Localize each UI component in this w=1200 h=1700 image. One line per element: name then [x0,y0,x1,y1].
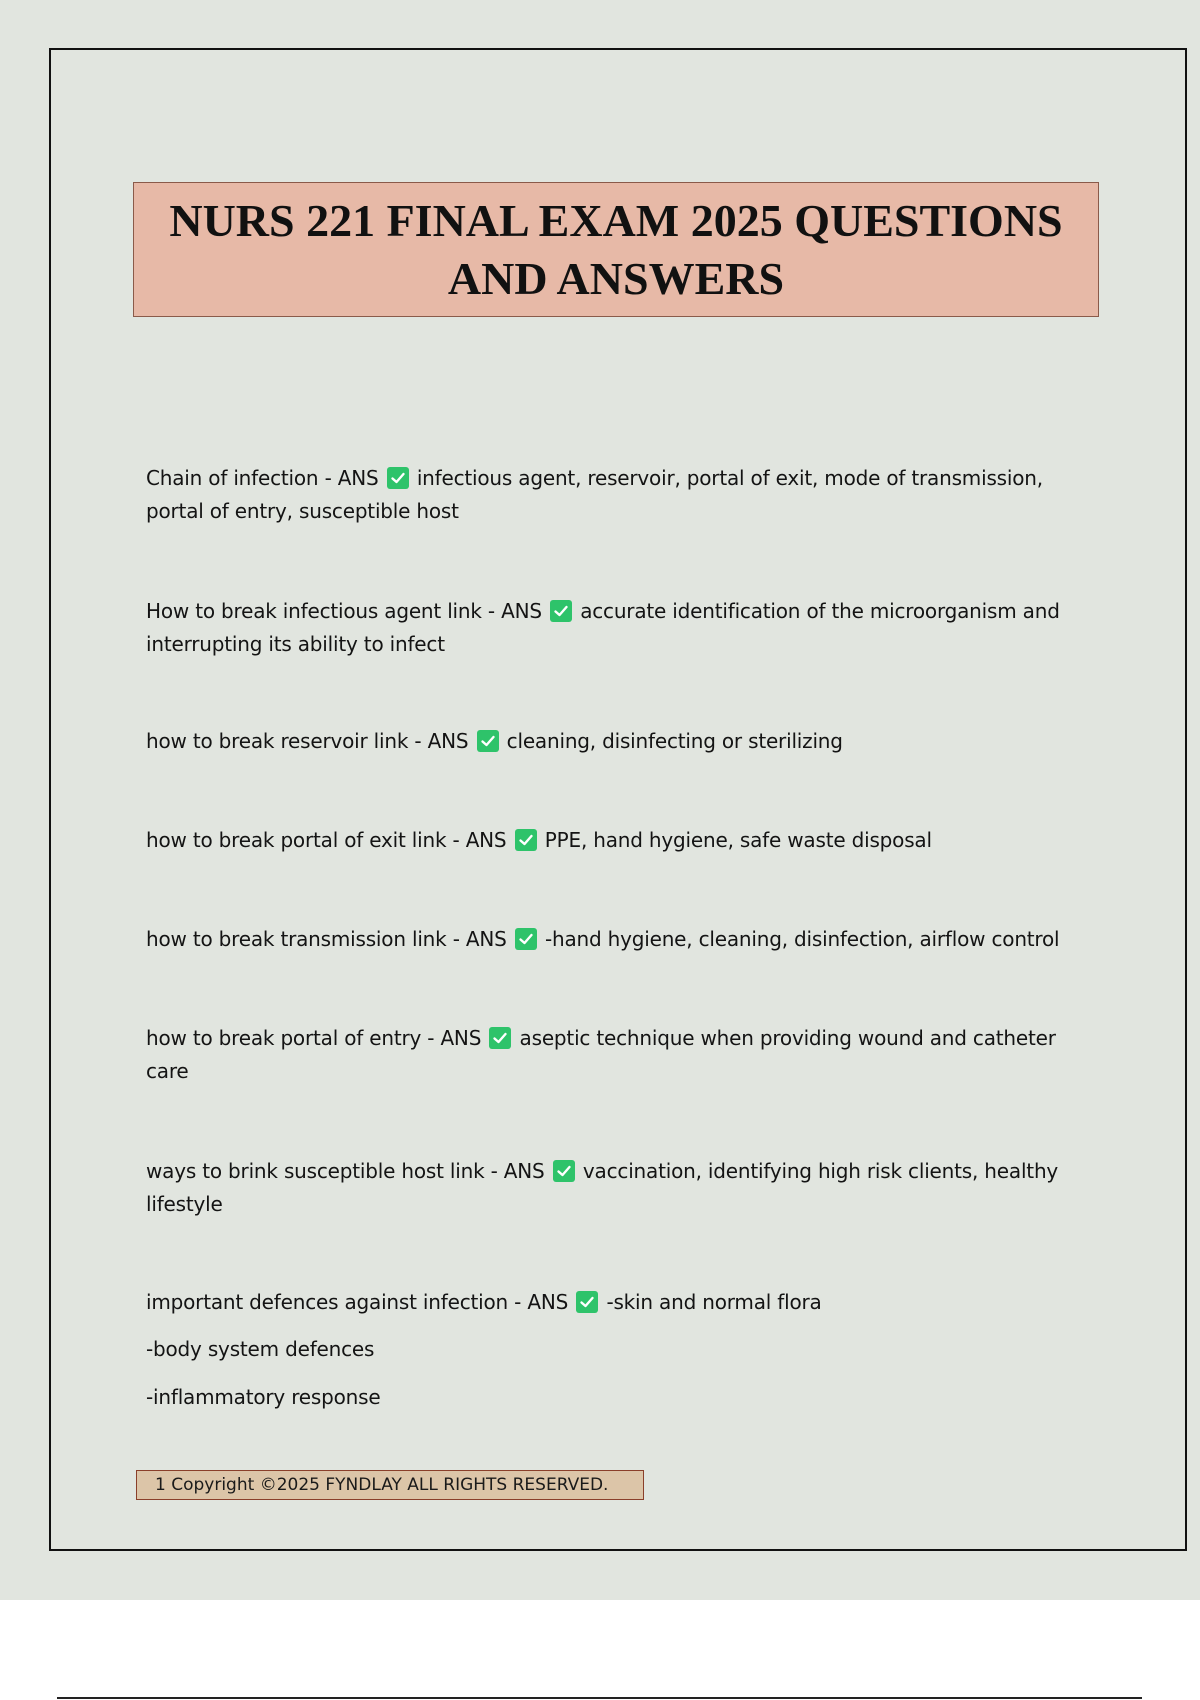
check-box-icon [576,1291,598,1313]
check-box-icon [489,1027,511,1049]
qa-item [146,595,1076,661]
answer-text: -hand hygiene, cleaning, disinfection, airflow control [544,927,1060,951]
question-text: how to break transmission link - ANS [146,927,507,951]
qa-item [146,1155,1076,1221]
check-box-icon [515,928,537,950]
question-text: ways to brink susceptible host link - ANS [146,1159,545,1183]
answer-text: vaccination, identifying high risk clients, healthy lifestyle [146,1159,1059,1216]
check-box-icon [553,1160,575,1182]
question-text: Chain of infection - ANS [146,466,379,490]
answer-text: aseptic technique when providing wound and catheter care [146,1026,1056,1083]
qa-item [146,923,1076,956]
check-box-icon [477,730,499,752]
qa-item [146,462,1076,528]
qa-item [146,824,1076,857]
qa-item [146,725,1076,758]
question-text: how to break portal of exit link - ANS [146,828,507,852]
question-text: how to break portal of entry - ANS [146,1026,482,1050]
answer-text: infectious agent, reservoir, portal of exit, mode of transmission, portal of entry, susceptible host [146,466,1043,523]
answer-text: accurate identification of the microorganism and interrupting its ability to infect [146,599,1060,656]
question-text: how to break reservoir link - ANS [146,729,469,753]
question-text: How to break infectious agent link - ANS [146,599,542,623]
copyright-footer [136,1470,644,1500]
check-box-icon [387,467,409,489]
answer-text: cleaning, disinfecting or sterilizing [506,729,843,753]
title-banner [133,182,1099,317]
answer-text: -skin and normal flora [606,1290,822,1314]
answer-continuation: -body system defences [146,1337,375,1361]
document-title: NURS 221 FINAL EXAM 2025 QUESTIONS AND ANSWERS [169,194,1063,304]
qa-item [146,1286,1076,1319]
qa-item [146,1022,1076,1088]
check-box-icon [515,829,537,851]
next-page-rule [57,1697,1142,1699]
check-box-icon [550,600,572,622]
answer-text: PPE, hand hygiene, safe waste disposal [544,828,932,852]
copyright-text: 1 Copyright ©2025 FYNDLAY ALL RIGHTS RESERVED. [155,1475,609,1495]
question-text: important defences against infection - ANS [146,1290,569,1314]
answer-continuation: -inflammatory response [146,1385,381,1409]
